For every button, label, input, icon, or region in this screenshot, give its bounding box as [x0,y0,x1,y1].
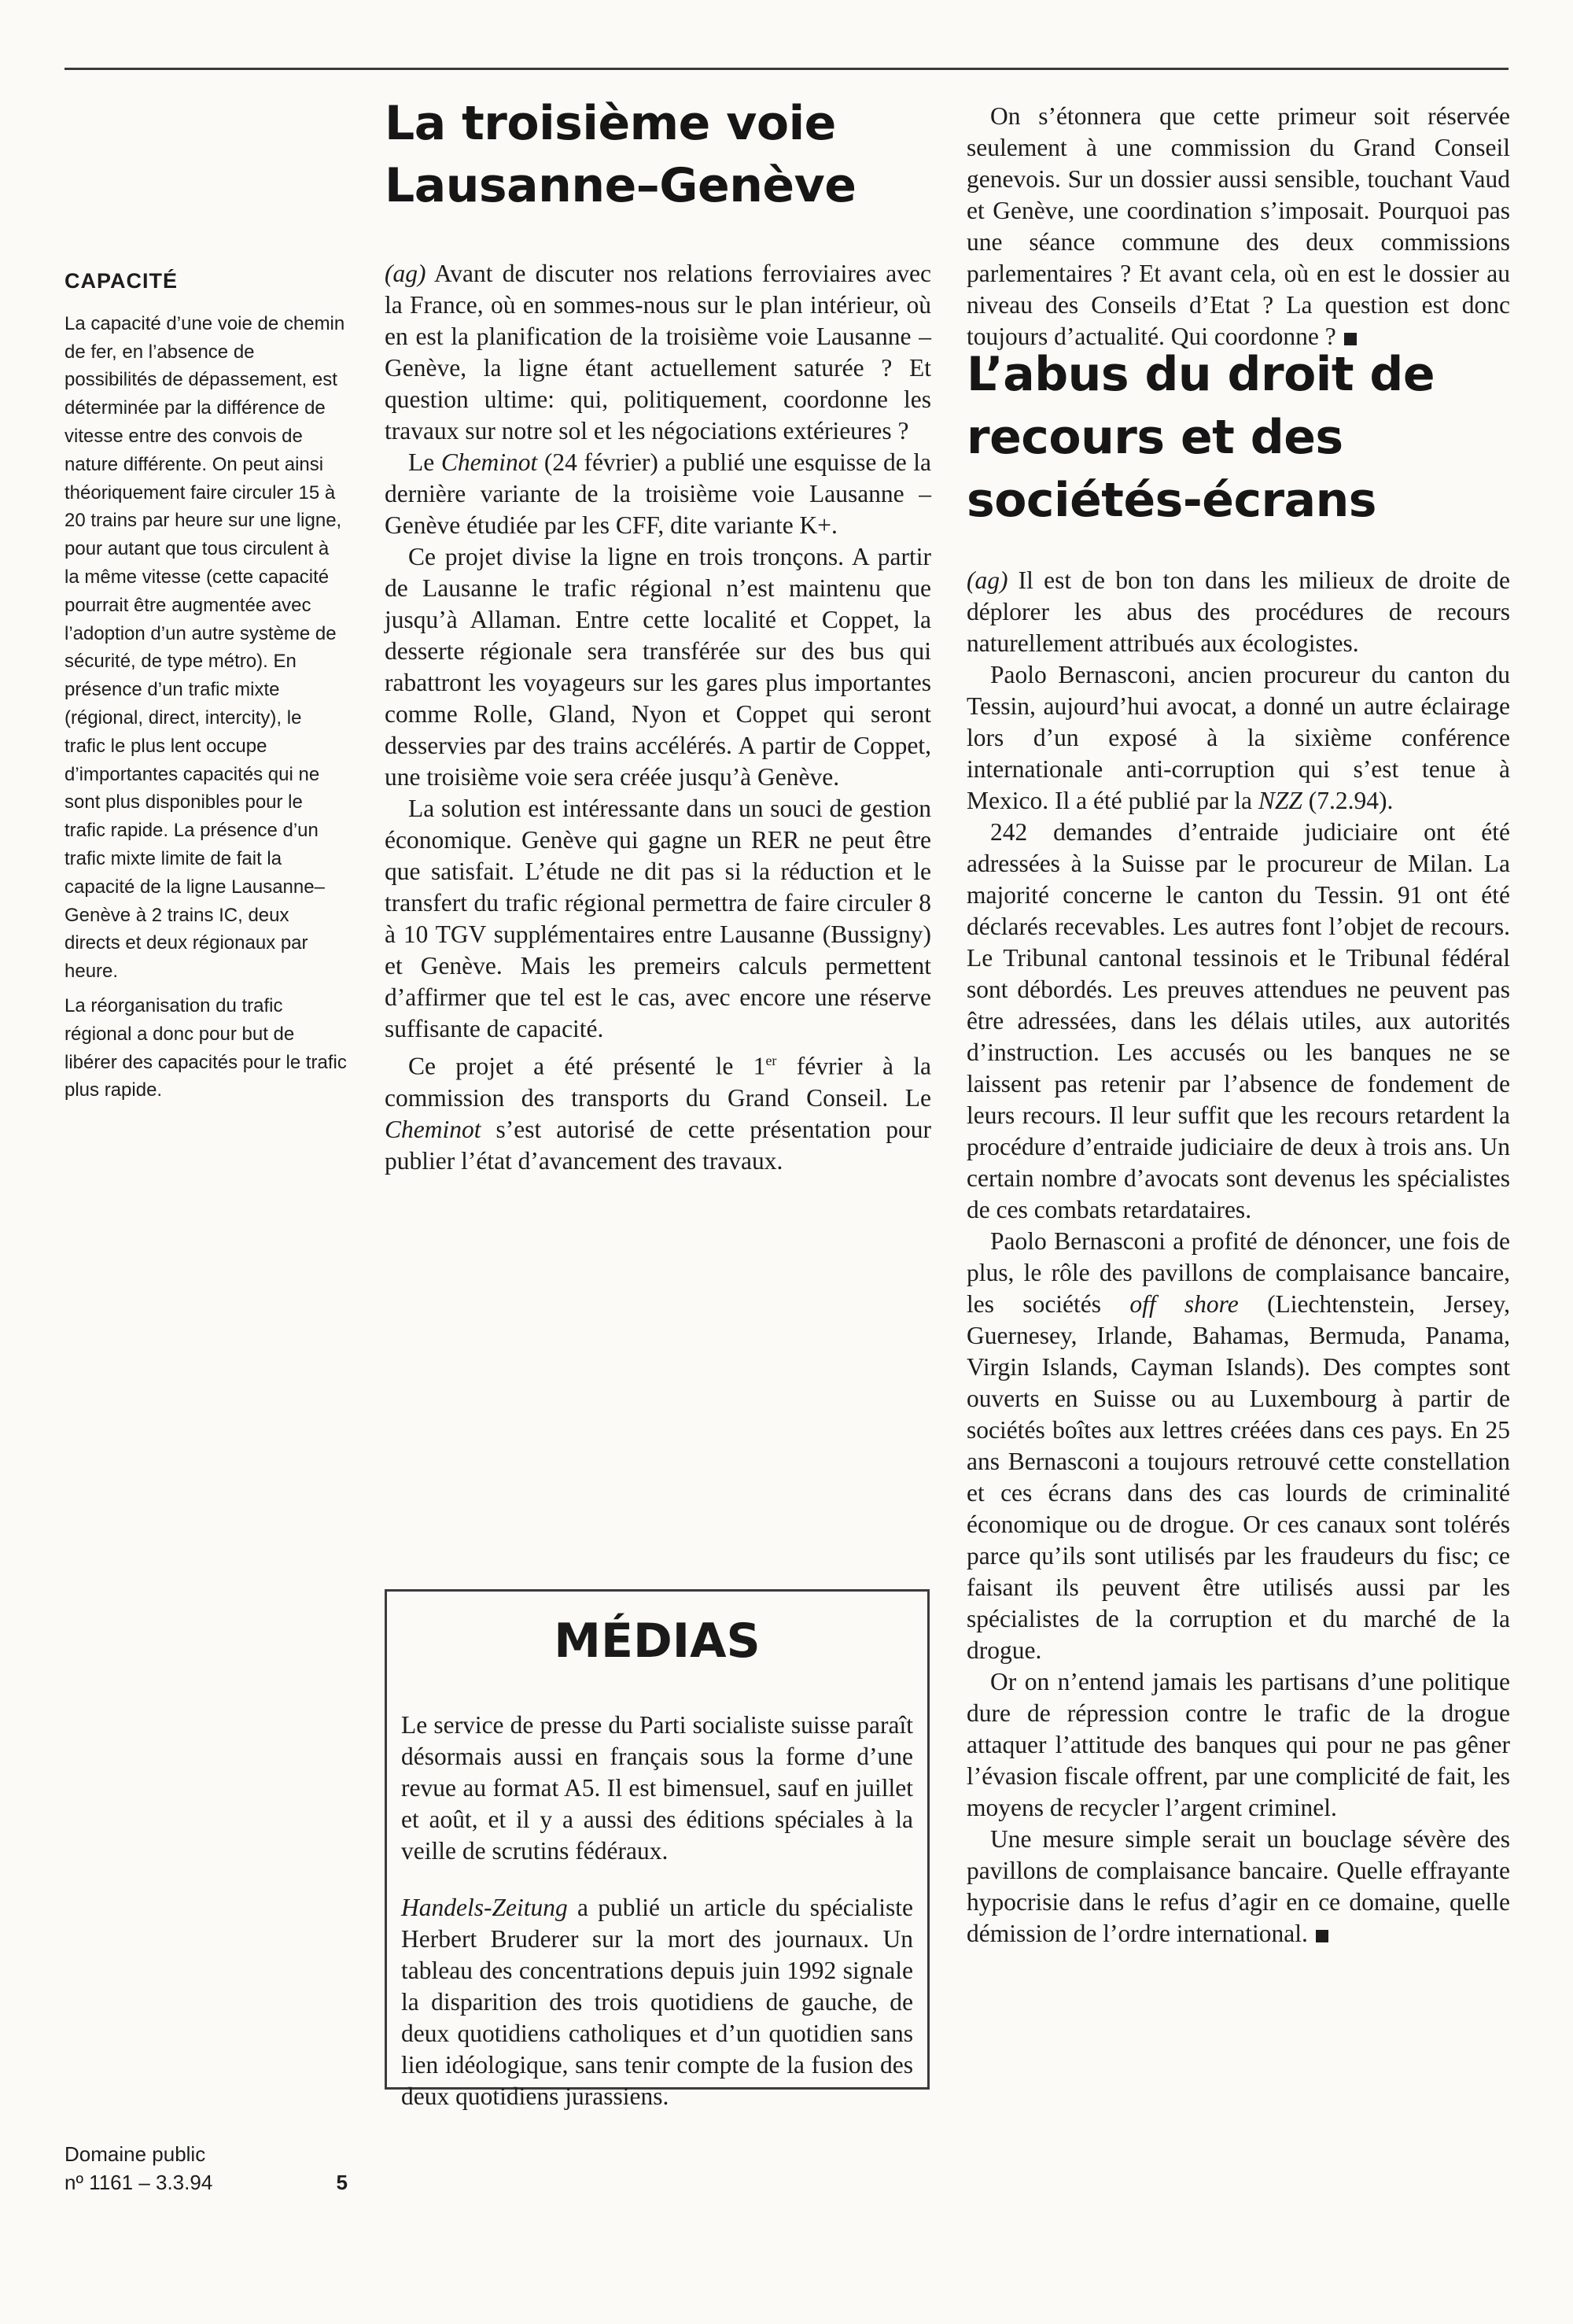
article1-column-1 [385,258,931,1177]
top-rule [64,68,1509,70]
article2-byline: (ag) [967,566,1008,594]
issue-info: nº 1161 – 3.3.94 [64,2171,213,2194]
article1-paragraph-5: Ce projet a été présenté le 1er février à la commission des transports du Grand Conseil. Le Cheminot s’est autorisé de cette présentation pour publier l’état d’avancement des travaux. [385,1052,931,1175]
medias-title: MÉDIAS [554,1614,761,1669]
medias-paragraph-1: Le service de presse du Parti socialiste suisse paraît désormais aussi en français sous la forme d’une revue au format A5. Il est bimensuel, sauf en juillet et août, et il y a aussi des éditions spéciales à la veille de scrutins fédéraux. [401,1711,913,1865]
article2-paragraph-3: 242 demandes d’entraide judiciaire ont été adressées à la Suisse par le procureur de Milan. La majorité concerne le canton du Tessin. 91 ont été déclarés recevables. Les autres font l’objet de recours. Le Tribunal cantonal tessinois et le Tribunal fédéral sont débordés. Les preuves attendues ne peuvent pas être adressées, dans les délais utiles, aux autorités d’instruction. Les accusés ou les banques ne se laissent pas retenir par l’absence de fondement de leurs recours. Il leur suffit que les recours retardent la procédure d’entraide judiciaire de deux à trois ans. Un certain nombre d’avocats sont devenus les spécialistes de ces combats retardataires. [967,818,1510,1223]
sidebar-paragraph-1: La capacité d’une voie de chemin de fer, en l’absence de possibilités de dépassement, est déterminée par la différence de vitesse entre des convois de nature différente. On peut ainsi théoriquement faire circuler 15 à 20 trains par heure sur une ligne, pour autant que tous circulent à la même vitesse (cette capacité pourrait être augmentée avec l’adoption d’un autre système de sécurité, de type métro). En présence d’un trafic mixte (régional, direct, intercity), le trafic le plus lent occupe d’importantes capacités qui ne sont plus disponibles pour le trafic rapide. La présence d’un trafic mixte limite de fait la capacité de la ligne Lausanne–Genève à 2 trains IC, deux directs et deux régionaux par heure. [64,312,345,983]
article2-paragraph-5: Or on n’entend jamais les partisans d’une politique dure de répression contre le trafic de la drogue attaquer l’attitude des banques qui pour ne pas gêner l’évasion fiscale offrent, par une complicité de fait, les moyens de recycler l’argent criminel. [967,1668,1510,1821]
article1-paragraph-6: On s’étonnera que cette primeur soit réservée seulement à une commission du Grand Conseil genevois. Sur un dossier aussi sensible, touchant Vaud et Genève, une coordination s’imposait. Pourquoi pas une séance commune des deux commissions parlementaires ? Et avant cela, où en est le dossier au niveau des Conseils d’Etat ? La question est donc toujours d’actualité. Qui coordonne ? [967,102,1510,350]
medias-box [385,1589,930,2110]
article1-byline: (ag) [385,260,426,287]
medias-paragraph-2: Handels-Zeitung a publié un article du spécialiste Herbert Bruderer sur la mort des journaux. Un tableau des concentrations depuis juin 1992 signale la disparition des trois quotidiens de gauche, de deux quotidiens catholiques et d’un quotidien sans lien idéologique, sans tenir compte de la fusion des deux quotidiens jurassiens. [401,1894,913,2110]
publication-name: Domaine public [64,2142,206,2166]
sidebar-capacite [64,267,348,1111]
page-footer [64,2140,348,2197]
article1-paragraph-4: La solution est intéressante dans un souci de gestion économique. Genève qui gagne un RER ne peut être que satisfait. L’étude ne dit pas si la réduction et le transfert du trafic régional permettra de faire circuler 8 à 10 TGV supplémentaires entre Lausanne (Bussigny) et Genève. Mais les premeirs calculs permettent d’affirmer que tel est le cas, avec encore une réserve suffisante de capacité. [385,795,931,1042]
article2-body [967,565,1510,1950]
article1-paragraph-2: Le Cheminot (24 février) a publié une esquisse de la dernière variante de la troisième voie Lausanne – Genève étudiée par les CFF, dite variante K+. [385,448,931,539]
page-number: 5 [336,2171,348,2194]
article2-paragraph-1: (ag) Il est de bon ton dans les milieux de droite de déplorer les abus des procédures de recours naturellement attribués aux écologistes. [967,566,1510,657]
article1-paragraph-3: Ce projet divise la ligne en trois tronçons. A partir de Lausanne le trafic régional n’est maintenu que jusqu’à Allaman. Entre cette localité et Coppet, la desserte régionale sera transférée sur des bus qui rabattront les voyageurs sur les gares plus importantes comme Rolle, Gland, Nyon et Coppet qui seront desservies par des trains accélérés. A partir de Coppet, une troisième voie sera créée jusqu’à Genève. [385,543,931,791]
article2-paragraph-4: Paolo Bernasconi a profité de dénoncer, une fois de plus, le rôle des pavillons de complaisance bancaire, les sociétés off shore (Liechtenstein, Jersey, Guernesey, Irlande, Bahamas, Bermuda, Panama, Virgin Islands, Cayman Islands). Des comptes sont ouverts en Suisse ou au Luxembourg à partir de sociétés boîtes aux lettres créées dans ces pays. En 25 ans Bernasconi a toujours retrouvé cette constellation et ces écrans dans des cas lourds de criminalité économique ou de drogue. Or ces canaux sont tolérés parce qu’ils sont utilisés par les fraudeurs du fisc; ce faisant ils peuvent être utilisés aussi par les spécialistes de la corruption et du marché de la drogue. [967,1227,1510,1664]
article1-headline: La troisième voie Lausanne–Genève [385,96,856,213]
sidebar-title: CAPACITÉ [64,269,179,293]
article1-paragraph-1: (ag) Avant de discuter nos relations ferroviaires avec la France, où en sommes-nous sur le plan intérieur, où en est la planification de la troisième voie Lausanne – Genève, la ligne étant actuellement saturée ? Et question ultime: qui, politiquement, coordonne les travaux sur notre sol et les négociations extérieures ? [385,260,931,445]
article2-headline: L’abus du droit de recours et des sociétés-écrans [967,347,1435,528]
article2-paragraph-2: Paolo Bernasconi, ancien procureur du canton du Tessin, aujourd’hui avocat, a donné un autre éclairage lors d’un exposé à la sixième conférence internationale anti-corruption qui s’est tenue à Mexico. Il a été publié par la NZZ (7.2.94). [967,661,1510,814]
end-mark-icon [1316,1930,1328,1942]
article2-paragraph-6: Une mesure simple serait un bouclage sévère des pavillons de complaisance bancaire. Quelle effrayante hypocrisie dans le refus d’agir en ce domaine, quelle démission de l’ordre international. [967,1825,1510,1947]
sidebar-paragraph-2: La réorganisation du trafic régional a donc pour but de libérer des capacités pour le trafic plus rapide. [64,994,347,1101]
